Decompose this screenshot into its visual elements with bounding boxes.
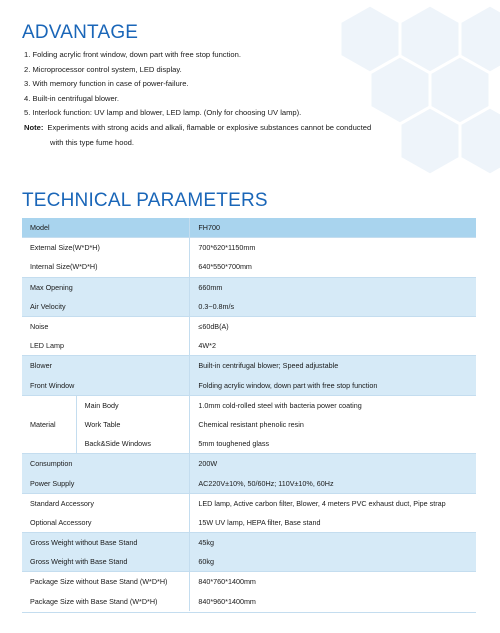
row-label: Power Supply bbox=[22, 473, 190, 493]
table-row bbox=[22, 473, 476, 493]
row-value: 840*960*1400mm bbox=[190, 592, 476, 611]
row-label: Optional Accessory bbox=[22, 513, 190, 533]
row-value: 1.0mm cold-rolled steel with bacteria power coating bbox=[190, 395, 476, 415]
material-sub-label: Back&Side Windows bbox=[76, 434, 190, 454]
row-value: 4W*2 bbox=[190, 336, 476, 356]
row-value: 45kg bbox=[190, 533, 476, 553]
row-label: External Size(W*D*H) bbox=[22, 238, 190, 258]
row-value: Built-in centrifugal blower; Speed adjustable bbox=[190, 356, 476, 376]
advantage-title: ADVANTAGE bbox=[22, 22, 139, 43]
advantage-item: 5. Interlock function: UV lamp and blower, LED lamp. (Only for choosing UV lamp). bbox=[24, 108, 302, 118]
table-row bbox=[22, 552, 476, 572]
row-label: Internal Size(W*D*H) bbox=[22, 257, 190, 277]
table-row bbox=[22, 395, 476, 415]
row-value: 640*550*700mm bbox=[190, 257, 476, 277]
advantage-item: 4. Built-in centrifugal blower. bbox=[24, 93, 119, 103]
row-value: Folding acrylic window, down part with free stop function bbox=[190, 376, 476, 396]
row-label: Gross Weight without Base Stand bbox=[22, 533, 190, 553]
row-value: Chemical resistant phenolic resin bbox=[190, 415, 476, 434]
table-row bbox=[22, 592, 476, 611]
row-label: Blower bbox=[22, 356, 190, 376]
row-label: Gross Weight with Base Stand bbox=[22, 552, 190, 572]
row-label: Consumption bbox=[22, 454, 190, 474]
row-value: 700*620*1150mm bbox=[190, 238, 476, 258]
table-row bbox=[22, 533, 476, 553]
table-row bbox=[22, 493, 476, 513]
row-label: Noise bbox=[22, 316, 190, 336]
row-value: 200W bbox=[190, 454, 476, 474]
table-row bbox=[22, 513, 476, 533]
row-value: 60kg bbox=[190, 552, 476, 572]
advantage-item: 3. With memory function in case of power-failure. bbox=[24, 79, 189, 89]
row-label: Package Size without Base Stand (W*D*H) bbox=[22, 572, 190, 592]
header-label: Model bbox=[22, 218, 190, 238]
table-row bbox=[22, 316, 476, 336]
row-value: 5mm toughened glass bbox=[190, 434, 476, 454]
table-row bbox=[22, 238, 476, 258]
header-value: FH700 bbox=[190, 218, 476, 238]
table-row bbox=[22, 572, 476, 592]
advantage-item: 2. Microprocessor control system, LED display. bbox=[24, 64, 182, 74]
row-label: Standard Accessory bbox=[22, 493, 190, 513]
row-value: 840*760*1400mm bbox=[190, 572, 476, 592]
row-label: Package Size with Base Stand (W*D*H) bbox=[22, 592, 190, 611]
table-row bbox=[22, 297, 476, 317]
note bbox=[24, 121, 464, 136]
row-label: Front Window bbox=[22, 376, 190, 396]
table-row bbox=[22, 356, 476, 376]
row-label: Air Velocity bbox=[22, 297, 190, 317]
table-row bbox=[22, 415, 476, 434]
material-label: Material bbox=[22, 395, 76, 454]
row-label: Max Opening bbox=[22, 277, 190, 297]
table-row bbox=[22, 376, 476, 396]
table-header-row bbox=[22, 218, 476, 238]
row-value: 0.3~0.8m/s bbox=[190, 297, 476, 317]
note-text-continued: with this type fume hood. bbox=[50, 137, 134, 147]
row-value: ≤60dB(A) bbox=[190, 316, 476, 336]
row-value: LED lamp, Active carbon filter, Blower, 4 meters PVC exhaust duct, Pipe strap bbox=[190, 493, 476, 513]
table-row bbox=[22, 277, 476, 297]
technical-title: TECHNICAL PARAMETERS bbox=[22, 190, 268, 211]
row-label: LED Lamp bbox=[22, 336, 190, 356]
table-row bbox=[22, 257, 476, 277]
technical-parameters-table bbox=[22, 218, 476, 611]
material-sub-label: Main Body bbox=[76, 395, 190, 415]
table-row bbox=[22, 454, 476, 474]
row-value: AC220V±10%, 50/60Hz; 110V±10%, 60Hz bbox=[190, 473, 476, 493]
note-text: Experiments with strong acids and alkali, flamable or explosive substances cannot be conducted bbox=[47, 122, 372, 132]
advantage-item: 1. Folding acrylic front window, down part with free stop function. bbox=[24, 50, 241, 59]
table-row bbox=[22, 336, 476, 356]
advantage-list bbox=[24, 48, 464, 150]
note-label: Note: bbox=[24, 122, 44, 132]
row-value: 660mm bbox=[190, 277, 476, 297]
table-bottom-border bbox=[22, 612, 476, 613]
table-row bbox=[22, 434, 476, 454]
row-value: 15W UV lamp, HEPA filter, Base stand bbox=[190, 513, 476, 533]
material-sub-label: Work Table bbox=[76, 415, 190, 434]
